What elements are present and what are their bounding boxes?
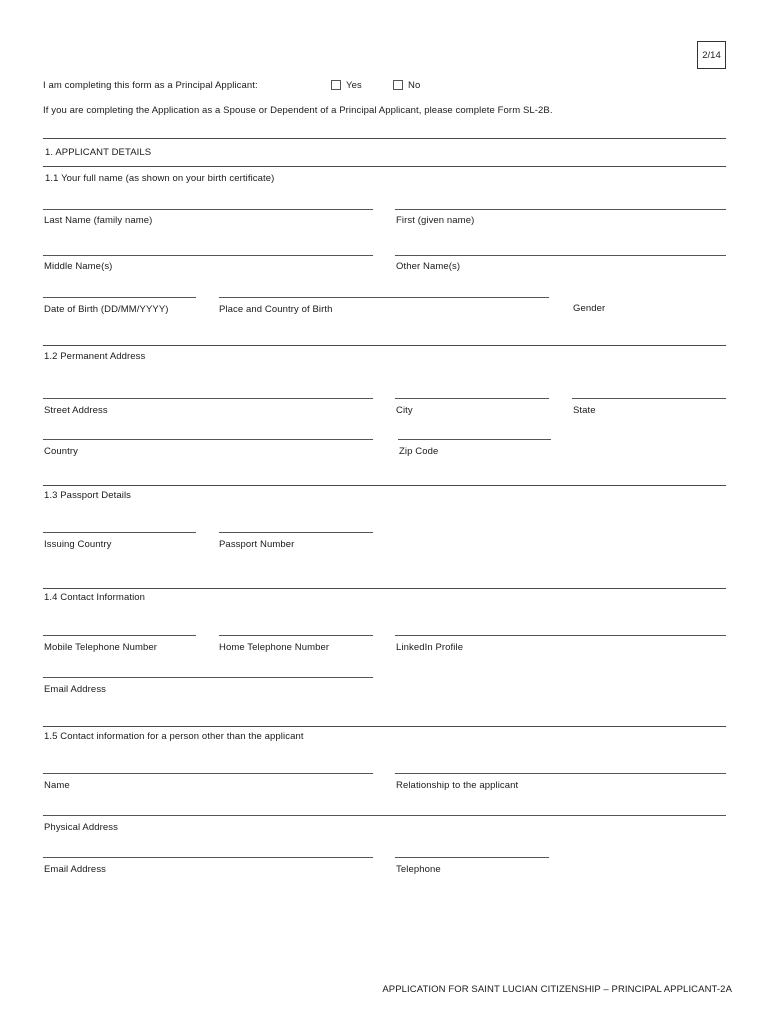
contact-name-label: Name bbox=[44, 780, 70, 791]
relationship-label: Relationship to the applicant bbox=[396, 780, 519, 791]
passport-number-label: Passport Number bbox=[219, 539, 295, 550]
section-divider bbox=[43, 345, 726, 346]
yes-checkbox[interactable] bbox=[331, 80, 341, 90]
other-names-field[interactable] bbox=[395, 255, 726, 256]
middle-names-label: Middle Name(s) bbox=[44, 261, 113, 272]
zip-code-field[interactable] bbox=[398, 439, 551, 440]
contact-telephone-field[interactable] bbox=[395, 857, 549, 858]
no-checkbox[interactable] bbox=[393, 80, 403, 90]
relationship-field[interactable] bbox=[395, 773, 726, 774]
yes-label: Yes bbox=[346, 80, 362, 91]
last-name-label: Last Name (family name) bbox=[44, 215, 153, 226]
full-name-subtitle: 1.1 Your full name (as shown on your birth certificate) bbox=[45, 173, 275, 184]
city-label: City bbox=[396, 405, 413, 416]
physical-address-label: Physical Address bbox=[44, 822, 118, 833]
section-1-4-title: 1.4 Contact Information bbox=[44, 592, 146, 603]
passport-number-field[interactable] bbox=[219, 532, 373, 533]
section-1-3-title: 1.3 Passport Details bbox=[44, 490, 132, 501]
section-divider bbox=[43, 485, 726, 486]
issuing-country-field[interactable] bbox=[43, 532, 196, 533]
street-address-label: Street Address bbox=[44, 405, 108, 416]
footer-title: APPLICATION FOR SAINT LUCIAN CITIZENSHIP – PRINCIPAL APPLICANT-2A bbox=[382, 984, 732, 995]
email-address-label: Email Address bbox=[44, 684, 107, 695]
home-telephone-field[interactable] bbox=[219, 635, 373, 636]
linkedin-profile-label: LinkedIn Profile bbox=[396, 642, 464, 653]
section-1-title: 1. APPLICANT DETAILS bbox=[45, 147, 152, 158]
middle-names-field[interactable] bbox=[43, 255, 373, 256]
section-1-2-title: 1.2 Permanent Address bbox=[44, 351, 146, 362]
section-1-5-title: 1.5 Contact information for a person other than the applicant bbox=[44, 731, 304, 742]
country-field[interactable] bbox=[43, 439, 373, 440]
linkedin-profile-field[interactable] bbox=[395, 635, 726, 636]
state-field[interactable] bbox=[572, 398, 726, 399]
mobile-telephone-field[interactable] bbox=[43, 635, 196, 636]
first-name-field[interactable] bbox=[395, 209, 726, 210]
contact-telephone-label: Telephone bbox=[396, 864, 441, 875]
other-names-label: Other Name(s) bbox=[396, 261, 461, 272]
contact-email-field[interactable] bbox=[43, 857, 373, 858]
country-label: Country bbox=[44, 446, 78, 457]
gender-label: Gender bbox=[573, 303, 606, 314]
mobile-telephone-label: Mobile Telephone Number bbox=[44, 642, 158, 653]
city-field[interactable] bbox=[395, 398, 549, 399]
section-divider bbox=[43, 138, 726, 139]
dob-field[interactable] bbox=[43, 297, 196, 298]
last-name-field[interactable] bbox=[43, 209, 373, 210]
issuing-country-label: Issuing Country bbox=[44, 539, 112, 550]
section-divider bbox=[43, 166, 726, 167]
principal-applicant-question: I am completing this form as a Principal Applicant: bbox=[43, 80, 258, 91]
no-label: No bbox=[408, 80, 421, 91]
physical-address-field[interactable] bbox=[43, 815, 726, 816]
contact-email-label: Email Address bbox=[44, 864, 107, 875]
page-indicator: 2/14 bbox=[697, 41, 726, 69]
zip-code-label: Zip Code bbox=[399, 446, 439, 457]
dob-label: Date of Birth (DD/MM/YYYY) bbox=[44, 304, 169, 315]
home-telephone-label: Home Telephone Number bbox=[219, 642, 330, 653]
email-address-field[interactable] bbox=[43, 677, 373, 678]
section-divider bbox=[43, 588, 726, 589]
state-label: State bbox=[573, 405, 596, 416]
place-country-birth-label: Place and Country of Birth bbox=[219, 304, 333, 315]
contact-name-field[interactable] bbox=[43, 773, 373, 774]
spouse-dependent-note: If you are completing the Application as a Spouse or Dependent of a Principal Applicant, please complete Form SL-2B. bbox=[43, 105, 553, 116]
section-divider bbox=[43, 726, 726, 727]
place-country-birth-field[interactable] bbox=[219, 297, 549, 298]
street-address-field[interactable] bbox=[43, 398, 373, 399]
first-name-label: First (given name) bbox=[396, 215, 475, 226]
